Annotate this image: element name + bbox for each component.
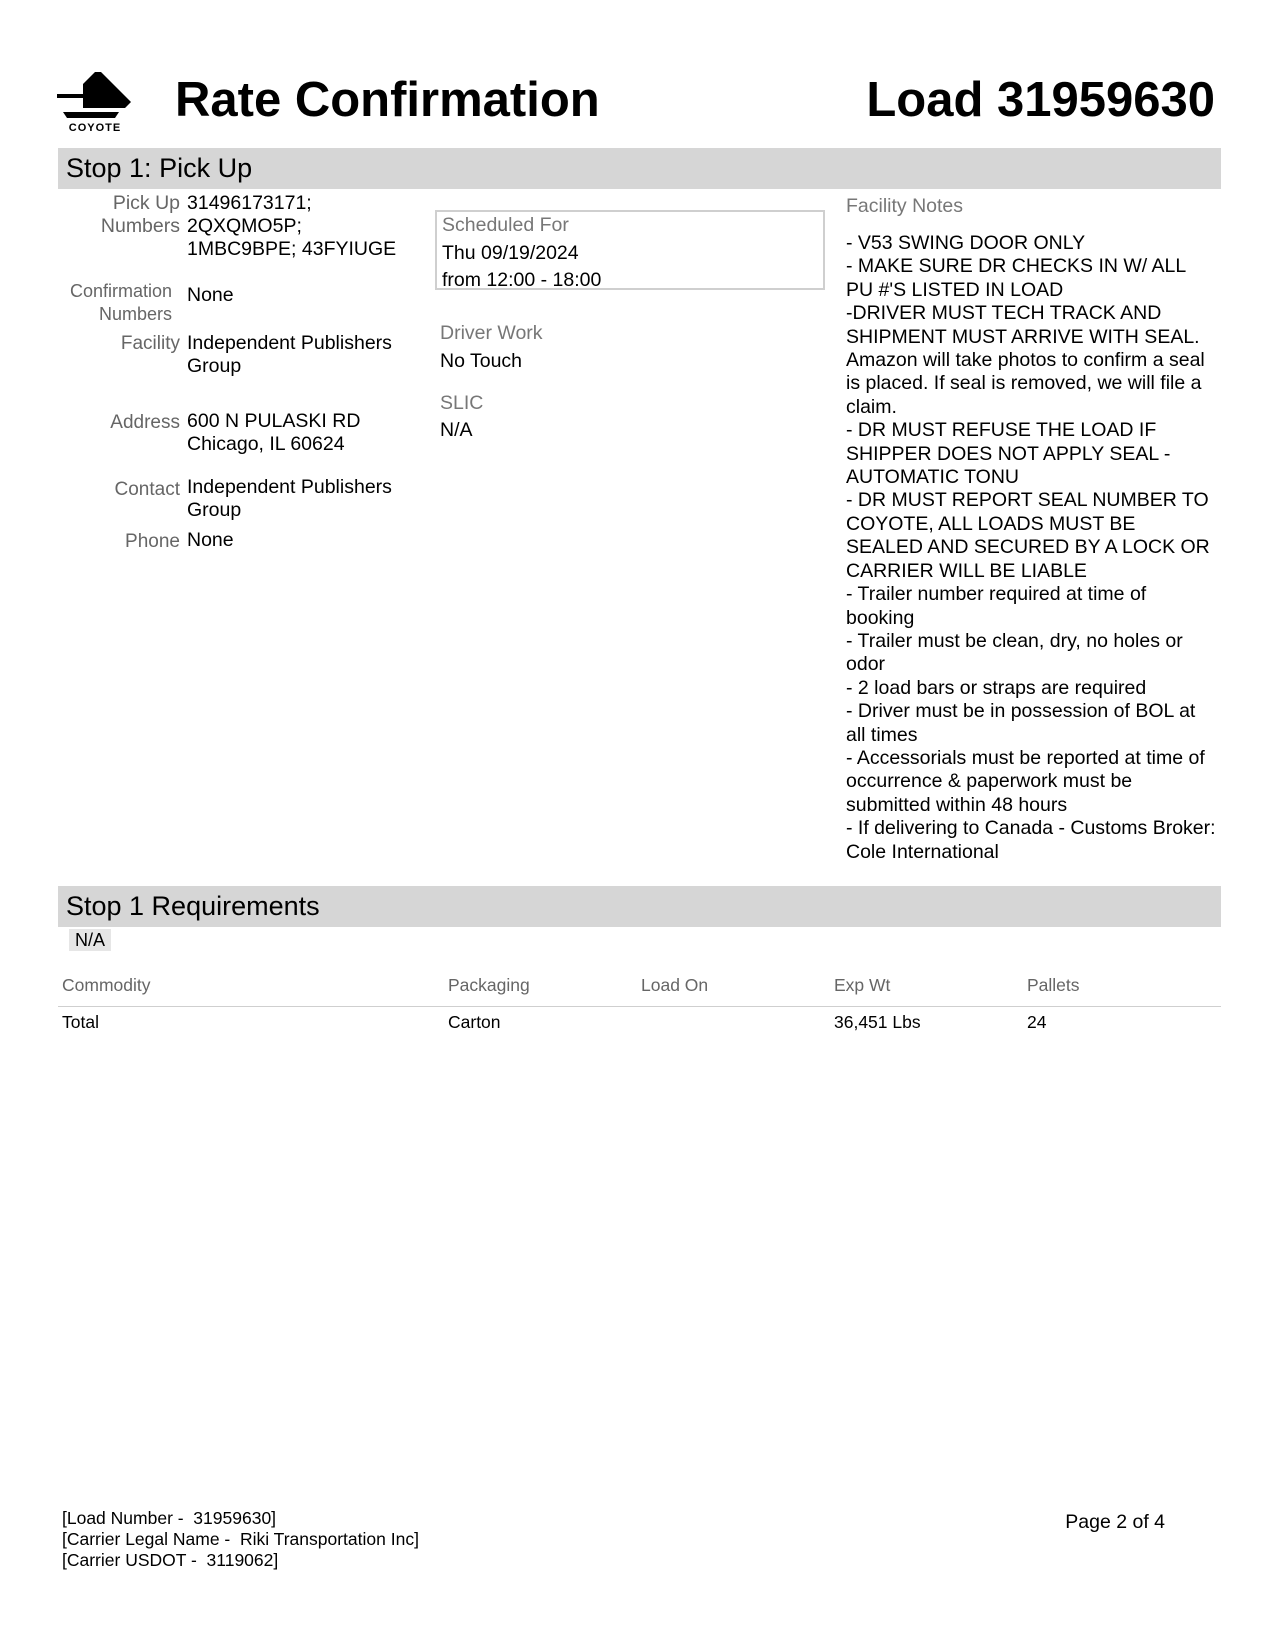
col-commodity: Commodity bbox=[62, 975, 151, 995]
footer-carrier-name: [Carrier Legal Name - Riki Transportation Inc] bbox=[62, 1529, 419, 1549]
note-item: - Trailer number required at time of booking bbox=[846, 583, 1147, 629]
facility-notes-label: Facility Notes bbox=[846, 195, 964, 217]
cell-commodity: Total bbox=[62, 1012, 99, 1032]
scheduled-time: from 12:00 - 18:00 bbox=[442, 269, 602, 291]
footer-load-number: [Load Number - 31959630] bbox=[62, 1508, 277, 1528]
note-item: - MAKE SURE DR CHECKS IN W/ ALL PU #'S LISTED IN LOAD bbox=[846, 255, 1186, 301]
note-item: - Driver must be in possession of BOL at all times bbox=[846, 700, 1196, 746]
stop-heading: Stop 1: Pick Up bbox=[58, 148, 1221, 189]
contact-value: Independent Publishers Group bbox=[187, 476, 392, 521]
page-title: Rate Confirmation bbox=[175, 73, 600, 127]
facility-value: Independent Publishers Group bbox=[187, 332, 392, 377]
requirements-badge: N/A bbox=[69, 929, 111, 951]
pickup-numbers-value: 31496173171; 2QXQMO5P; 1MBC9BPE; 43FYIUGE bbox=[187, 192, 397, 260]
pickup-numbers-label: Pick Up Numbers bbox=[100, 192, 180, 237]
cell-pallets: 24 bbox=[1027, 1012, 1047, 1032]
note-item: - V53 SWING DOOR ONLY bbox=[846, 232, 1086, 254]
confirmation-label: Confirmation Numbers bbox=[69, 281, 172, 324]
note-item: - Trailer must be clean, dry, no holes or odor bbox=[846, 629, 1183, 676]
facility-label: Facility bbox=[120, 333, 180, 354]
slic-label: SLIC bbox=[440, 392, 484, 414]
scheduled-label: Scheduled For bbox=[442, 214, 569, 236]
cell-packaging: Carton bbox=[448, 1012, 501, 1032]
note-item: - Accessorials must be reported at time of occurrence & paperwork must be submitted within 48 hours bbox=[846, 746, 1205, 816]
logo-text: COYOTE bbox=[68, 122, 122, 134]
contact-label: Contact bbox=[114, 479, 180, 500]
footer-info bbox=[62, 1508, 419, 1571]
confirmation-value: None bbox=[187, 284, 234, 306]
note-item: - If delivering to Canada - Customs Broker: Cole International bbox=[846, 817, 1216, 863]
driver-work-value: No Touch bbox=[440, 350, 523, 372]
driver-work-label: Driver Work bbox=[440, 322, 543, 344]
facility-notes bbox=[846, 232, 1216, 864]
page-number: Page 2 of 4 bbox=[1065, 1511, 1165, 1533]
note-item: -DRIVER MUST TECH TRACK AND SHIPMENT MUST ARRIVE WITH SEAL. Amazon will take photos to confirm a seal is placed. If seal is removed, we will file a claim. bbox=[846, 302, 1205, 418]
slic-value: N/A bbox=[440, 419, 473, 441]
phone-label: Phone bbox=[125, 531, 180, 552]
load-number: Load 31959630 bbox=[866, 73, 1215, 127]
phone-value: None bbox=[187, 529, 234, 551]
address-label: Address bbox=[110, 412, 180, 433]
requirements-heading: Stop 1 Requirements bbox=[58, 886, 1221, 927]
scheduled-date: Thu 09/19/2024 bbox=[442, 242, 579, 264]
col-pallets: Pallets bbox=[1027, 975, 1080, 995]
note-item: - DR MUST REFUSE THE LOAD IF SHIPPER DOES NOT APPLY SEAL - AUTOMATIC TONU bbox=[846, 419, 1171, 489]
note-item: - 2 load bars or straps are required bbox=[846, 676, 1147, 699]
cell-exp-wt: 36,451 Lbs bbox=[834, 1012, 921, 1032]
col-load-on: Load On bbox=[641, 975, 709, 995]
col-exp-wt: Exp Wt bbox=[834, 975, 891, 995]
table-divider bbox=[58, 1006, 1221, 1007]
address-value: 600 N PULASKI RD Chicago, IL 60624 bbox=[187, 410, 361, 455]
col-packaging: Packaging bbox=[448, 975, 530, 995]
note-item: - DR MUST REPORT SEAL NUMBER TO COYOTE, ALL LOADS MUST BE SEALED AND SECURED BY A LOCK OR CARRIER WILL BE LIABLE bbox=[846, 489, 1210, 582]
footer-carrier-usdot: [Carrier USDOT - 3119062] bbox=[62, 1550, 279, 1570]
